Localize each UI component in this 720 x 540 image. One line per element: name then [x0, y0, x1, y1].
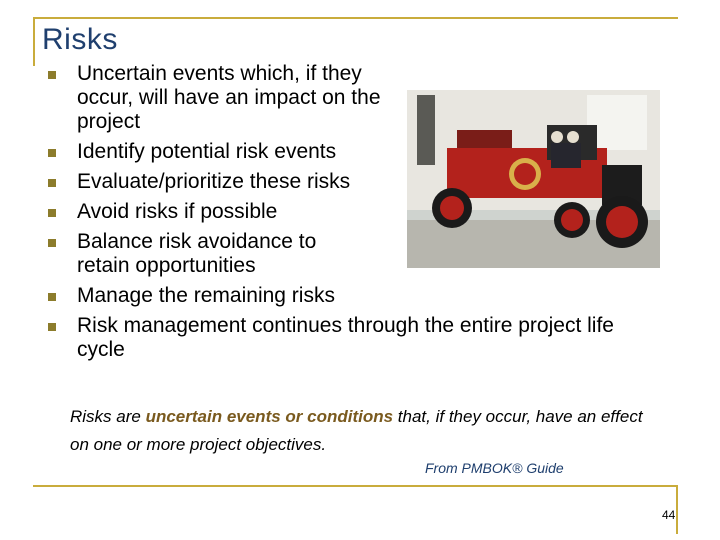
list-item — [48, 230, 668, 278]
top-rule — [33, 17, 678, 19]
quote-text-start: Risks are — [70, 407, 146, 426]
square-bullet-icon — [48, 71, 56, 79]
square-bullet-icon — [48, 239, 56, 247]
slide-title: Risks — [42, 23, 118, 56]
square-bullet-icon — [48, 293, 56, 301]
bottom-rule — [33, 485, 678, 487]
bullet-text: Identify potential risk events — [77, 140, 337, 163]
list-item — [48, 314, 668, 362]
list-item — [48, 200, 668, 224]
quote-emphasis: uncertain events or conditions — [145, 407, 394, 426]
left-rule — [33, 17, 35, 66]
definition-quote — [70, 403, 660, 459]
bullet-text: Uncertain events which, if they occur, will have an impact on the project — [77, 62, 381, 133]
list-item — [48, 170, 668, 194]
square-bullet-icon — [48, 209, 56, 217]
page-number: 44 — [662, 508, 676, 522]
quote-source: From PMBOK® Guide — [425, 460, 564, 476]
square-bullet-icon — [48, 149, 56, 157]
square-bullet-icon — [48, 323, 56, 331]
list-item — [48, 140, 668, 164]
bullet-text: Evaluate/prioritize these risks — [77, 170, 351, 193]
bullet-text: Manage the remaining risks — [77, 284, 335, 307]
right-rule — [676, 485, 678, 534]
bullet-text: Balance risk avoidance to retain opportunities — [77, 230, 317, 277]
list-item — [48, 62, 668, 134]
bullet-text: Risk management continues through the entire project life cycle — [77, 314, 614, 361]
quote-text-end: that, if they occur, have an effect on one or more project objectives. — [70, 407, 643, 454]
square-bullet-icon — [48, 179, 56, 187]
bullet-list — [48, 62, 668, 368]
list-item — [48, 284, 668, 308]
bullet-text: Avoid risks if possible — [77, 200, 278, 223]
